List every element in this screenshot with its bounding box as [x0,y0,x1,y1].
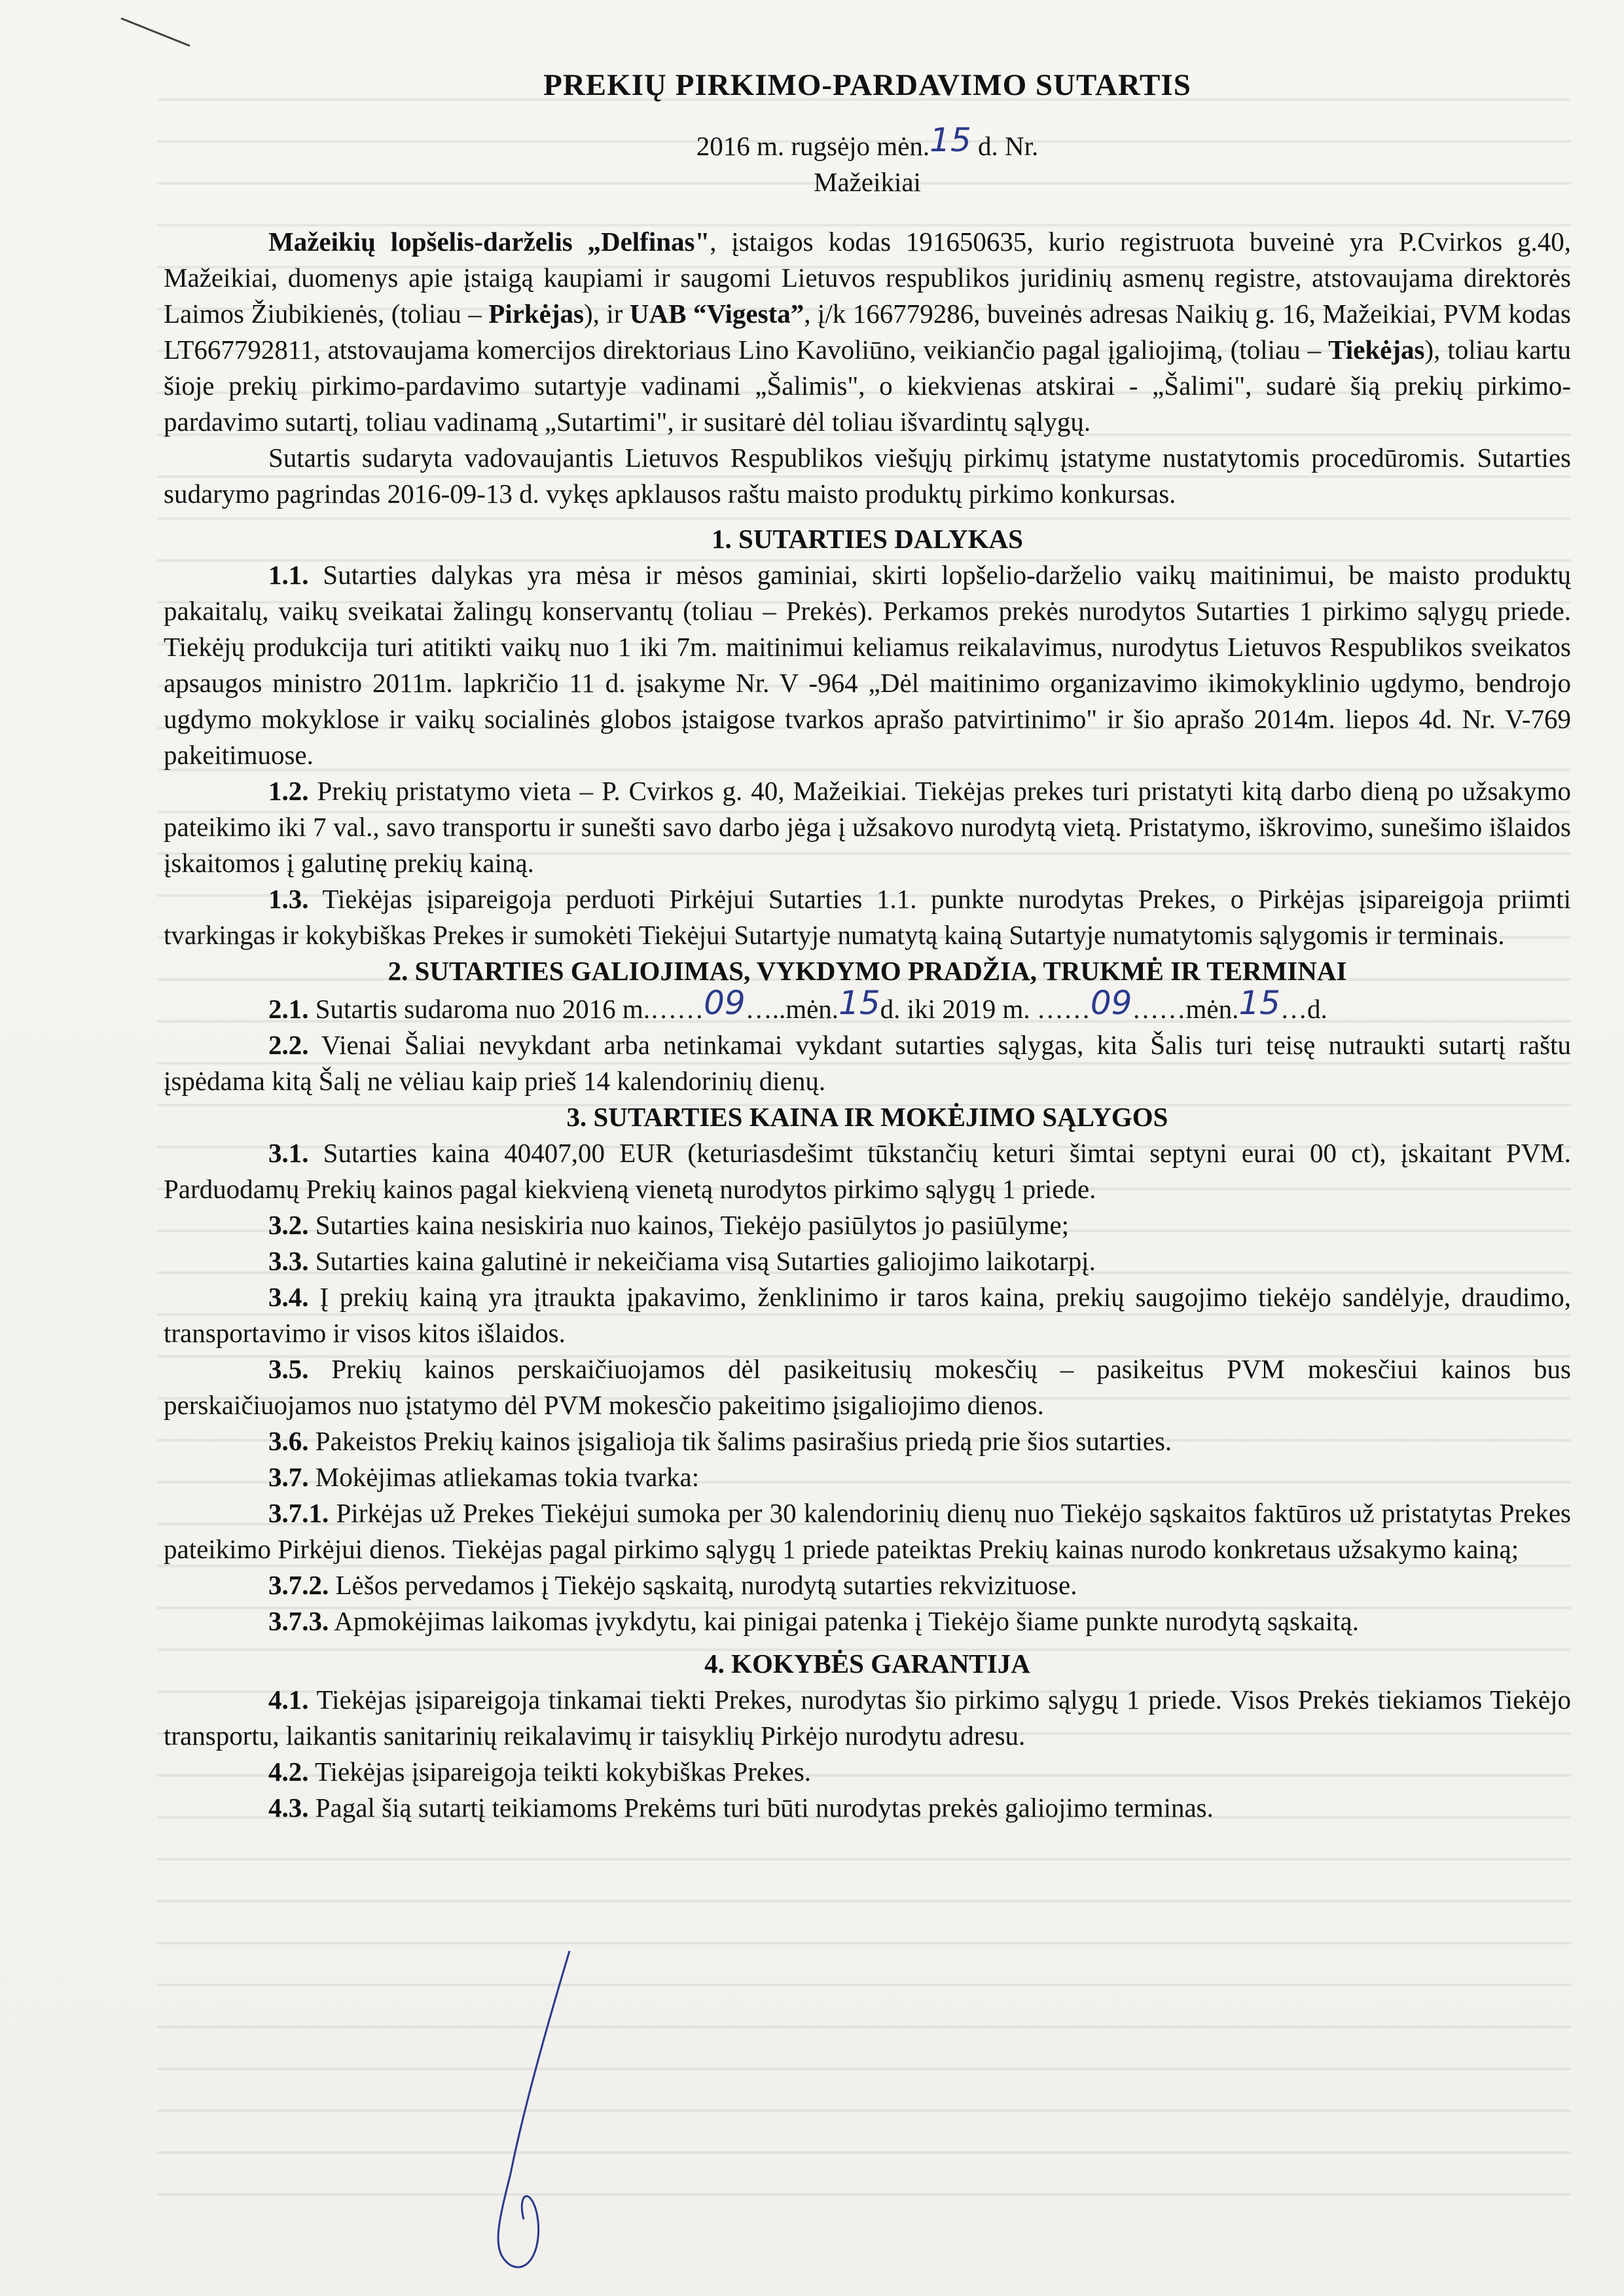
handwritten-day: 15 [929,121,971,159]
clause-3-5: 3.5. Prekių kainos perskaičiuojamos dėl pasikeitusių mokesčių – pasikeitus PVM mokesčiui kainos bus perskaičiuojamos nuo įstatymo dėl PVM mokesčio pakeitimo įsigaliojimo dienos. [164,1354,1571,1420]
clause-3-7-1: 3.7.1. Pirkėjas už Prekes Tiekėjui sumoka per 30 kalendorinių dienų nuo Tiekėjo sąskaitos faktūros už pristatytas Prekes pateikimo Pirkėjui dienos. Tiekėjas pagal pirkimo sąlygų 1 priede pateiktas Prekių kainas nurodo konkretaus užsakymo kainą; [164,1498,1571,1564]
clause-3-6: 3.6. Pakeistos Prekių kainos įsigalioja tik šalims pasirašius priedą prie šios sutarties. [268,1426,1172,1456]
place: Mažeikiai [814,167,921,197]
date-line: 2016 m. rugsėjo mėn.15 d. Nr. [696,121,1039,161]
section-1-heading: 1. SUTARTIES DALYKAS [712,524,1023,554]
clause-3-3: 3.3. Sutarties kaina galutinė ir nekeičiama visą Sutarties galiojimo laikotarpį. [268,1246,1096,1276]
clause-4-3: 4.3. Pagal šią sutartį teikiamoms Prekėms turi būti nurodytas prekės galiojimo terminas. [268,1793,1214,1823]
document-title: PREKIŲ PIRKIMO-PARDAVIMO SUTARTIS [543,68,1191,102]
corner-mark [118,13,196,52]
basis-paragraph: Sutartis sudaryta vadovaujantis Lietuvos Respublikos viešųjų pirkimų įstatyme nustatytomis procedūromis. Sutarties sudarymo pagrindas 2016-09-13 d. vykęs apklausos raštu maisto produktų pirkimo konkursas. [164,443,1571,509]
clause-3-7-2: 3.7.2. Lėšos pervedamos į Tiekėjo sąskaitą, nurodytą sutarties rekvizituose. [268,1570,1077,1600]
party-supplier-name: UAB “Vigesta” [629,299,804,329]
clause-2-2: 2.2. Vienai Šaliai nevykdant arba netinkamai vykdant sutarties sąlygas, kita Šalis turi teisę nutraukti sutartį raštu įspėdama kitą Šalį ne vėliau kaip prieš 14 kalendorinių dienų. [164,1030,1571,1096]
handwritten-day-start: 15 [839,984,880,1022]
clause-1-1: 1.1. Sutarties dalykas yra mėsa ir mėsos gaminiai, skirti lopšelio-darželio vaikų maitinimui, be maisto produktų pakaitalų, vaikų sveikatai žalingų konservantų (toliau – Prekės). Perkamos prekės nurodytos Sutarties 1 pirkimo sąlygų priede. Tiekėjų produkcija turi atitikti vaikų nuo 1 iki 7m. maitinimui keliamus reikalavimus, nurodytus Lietuvos Respublikos sveikatos apsaugos ministro 2011m. lapkričio 11 d. įsakyme Nr. V -964 „Dėl maitinimo organizavimo ikimokyklinio ugdymo, bendrojo ugdymo mokyklose ir vaikų socialinės globos įstaigose tvarkos aprašo patvirtinimo" ir šio aprašo 2014m. liepos 4d. Nr. V-769 pakeitimuose. [164,560,1571,770]
handwritten-signature [471,1938,615,2278]
handwritten-day-end: 15 [1238,984,1280,1022]
clause-4-2: 4.2. Tiekėjas įsipareigoja teikti kokybiškas Prekes. [268,1757,812,1787]
section-2-heading: 2. SUTARTIES GALIOJIMAS, VYKDYMO PRADŽIA, TRUKMĖ IR TERMINAI [388,956,1347,986]
intro-paragraph: Mažeikių lopšelis-darželis „Delfinas", įstaigos kodas 191650635, kurio registruota buveinė yra P.Cvirkos g.40, Mažeikiai, duomenys apie įstaigą kaupiami ir saugomi Lietuvos respublikos juridinių asmenų registre, atstovaujama direktorės Laimos Žiubikienės, (toliau – Pirkėjas), ir UAB “Vigesta”, į/k 166779286, buveinės adresas Naikių g. 16, Mažeikiai, PVM kodas LT667792811, atstovaujama komercijos direktoriaus Lino Kavoliūno, veikiančio pagal įgaliojimą, (toliau – Tiekėjas), toliau kartu šioje prekių pirkimo-pardavimo sutartyje vadinami „Šalimis", o kiekvienas atskirai - „Šalimi", sudarė šią prekių pirkimo-pardavimo sutartį, toliau vadinamą „Sutartimi", ir susitarė dėl toliau išvardintų sąlygų. [164,227,1571,437]
clause-2-1: 2.1. Sutartis sudaroma nuo 2016 m.……09…..mėn.15d. iki 2019 m. ……09……mėn.15…d. [268,984,1327,1024]
clause-3-7: 3.7. Mokėjimas atliekamas tokia tvarka: [268,1462,700,1492]
clause-3-1: 3.1. Sutarties kaina 40407,00 EUR (keturiasdešimt tūkstančių keturi šimtai septyni eurai 00 ct), įskaitant PVM. Parduodamų Prekių kainos pagal kiekvieną vienetą nurodytos pirkimo sąlygų 1 priede. [164,1138,1571,1204]
document-body [164,62,1571,1826]
clause-3-4: 3.4. Į prekių kainą yra įtraukta įpakavimo, ženklinimo ir taros kaina, prekių saugojimo tiekėjo sandėlyje, draudimo, transportavimo ir visos kitos išlaidos. [164,1282,1571,1348]
section-3-heading: 3. SUTARTIES KAINA IR MOKĖJIMO SĄLYGOS [566,1102,1168,1132]
party-buyer-name: Mažeikių lopšelis-darželis „Delfinas" [268,227,710,257]
handwritten-month-end: 09 [1090,984,1132,1022]
clause-3-7-3: 3.7.3. Apmokėjimas laikomas įvykdytu, kai pinigai patenka į Tiekėjo šiame punkte nurodytą sąskaitą. [268,1606,1359,1636]
clause-3-2: 3.2. Sutarties kaina nesiskiria nuo kainos, Tiekėjo pasiūlytos jo pasiūlyme; [268,1210,1070,1240]
clause-1-3: 1.3. Tiekėjas įsipareigoja perduoti Pirkėjui Sutarties 1.1. punkte nurodytas Prekes, o Pirkėjas įsipareigoja priimti tvarkingas ir kokybiškas Prekes ir sumokėti Tiekėjui Sutartyje numatytą kainą Sutartyje numatytomis sąlygomis ir terminais. [164,884,1571,950]
handwritten-month-start: 09 [704,984,746,1022]
clause-4-1: 4.1. Tiekėjas įsipareigoja tinkamai tiekti Prekes, nurodytas šio pirkimo sąlygų 1 priede. Visos Prekės tiekiamos Tiekėjo transportu, laikantis sanitarinių reikalavimų ir taisyklių Pirkėjo nurodytu adresu. [164,1685,1571,1751]
section-4-heading: 4. KOKYBĖS GARANTIJA [704,1649,1030,1679]
clause-1-2: 1.2. Prekių pristatymo vieta – P. Cvirkos g. 40, Mažeikiai. Tiekėjas prekes turi pristatyti kitą darbo dieną po užsakymo pateikimo iki 7 val., savo transportu ir sunešti savo darbo jėga į užsakovo nurodytą vietą. Pristatymo, iškrovimo, sunešimo išlaidos įskaitomos į galutinę prekių kainą. [164,776,1571,878]
